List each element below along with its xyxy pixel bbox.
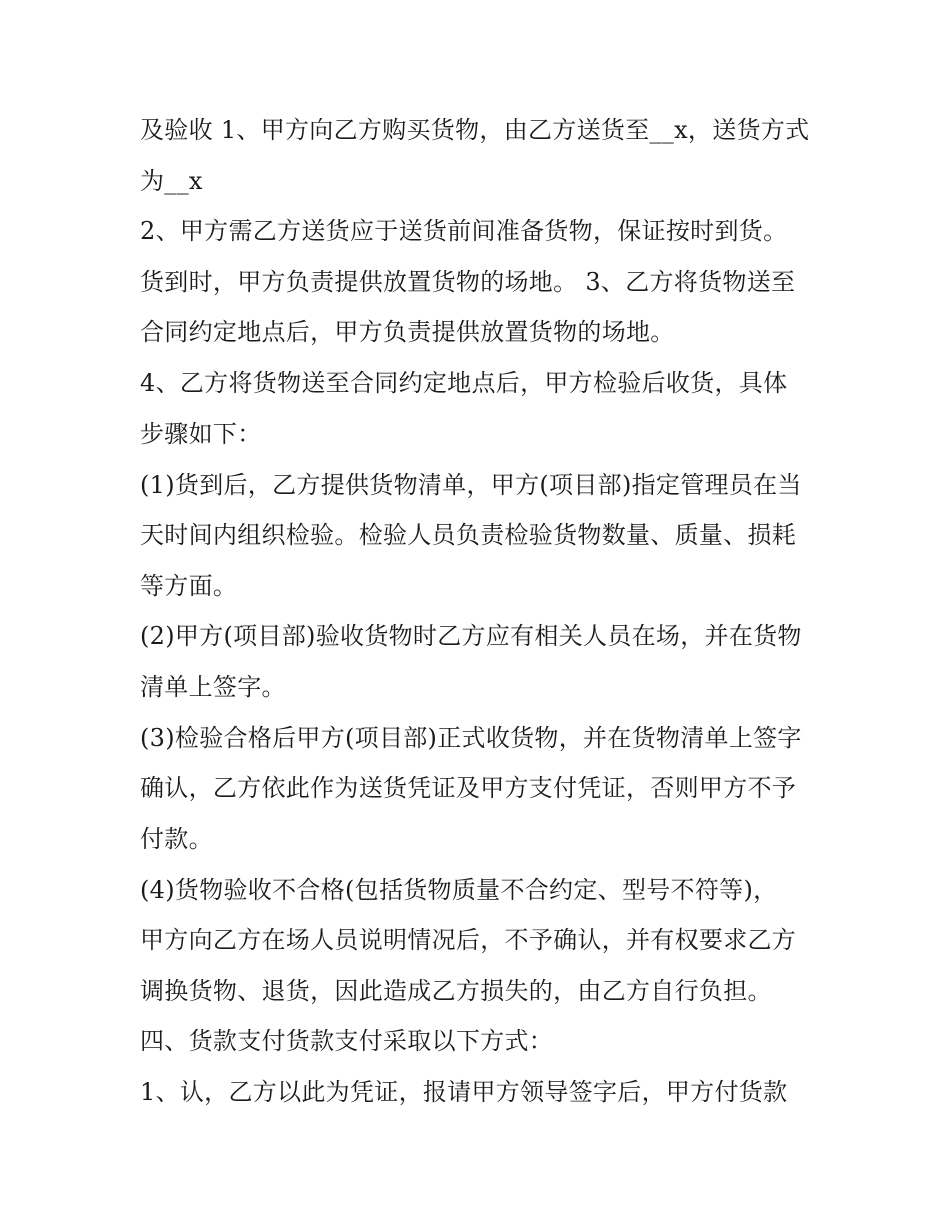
text-line: (4)货物验收不合格(包括货物质量不合约定、型号不符等)， [140, 876, 778, 904]
text-line: 等方面。 [140, 572, 238, 600]
text-line: 货到时，甲方负责提供放置货物的场地。 3、乙方将货物送至 [140, 268, 796, 296]
text-line: 天时间内组织检验。检验人员负责检验货物数量、质量、损耗 [140, 521, 797, 549]
text-line: 调换货物、退货，因此造成乙方损失的，由乙方自行负担。 [140, 977, 772, 1005]
text-line: (1)货到后，乙方提供货物清单，甲方(项目部)指定管理员在当 [140, 471, 802, 499]
text-line: 甲方向乙方在场人员说明情况后，不予确认，并有权要求乙方 [140, 926, 797, 954]
text-line: (2)甲方(项目部)验收货物时乙方应有相关人员在场，并在货物 [140, 622, 802, 650]
text-line: 1、认，乙方以此为凭证，报请甲方领导签字后，甲方付货款 [140, 1078, 788, 1106]
text-line: (3)检验合格后甲方(项目部)正式收货物，并在货物清单上签字 [140, 724, 802, 752]
text-line: 合同约定地点后，甲方负责提供放置货物的场地。 [140, 318, 675, 346]
text-line: 确认，乙方依此作为送货凭证及甲方支付凭证，否则甲方不予 [140, 774, 797, 802]
text-line: 付款。 [140, 825, 213, 853]
text-line: 为__x [140, 167, 203, 195]
text-line: 清单上签字。 [140, 673, 286, 701]
text-line: 四、货款支付货款支付采取以下方式： [140, 1027, 554, 1055]
text-line: 2、甲方需乙方送货应于送货前间准备货物，保证按时到货。 [140, 217, 788, 245]
text-line: 4、乙方将货物送至合同约定地点后，甲方检验后收货，具体 [140, 369, 788, 397]
text-line: 及验收 1、甲方向乙方购买货物，由乙方送货至__x，送货方式 [140, 116, 810, 144]
text-line: 步骤如下： [140, 420, 262, 448]
